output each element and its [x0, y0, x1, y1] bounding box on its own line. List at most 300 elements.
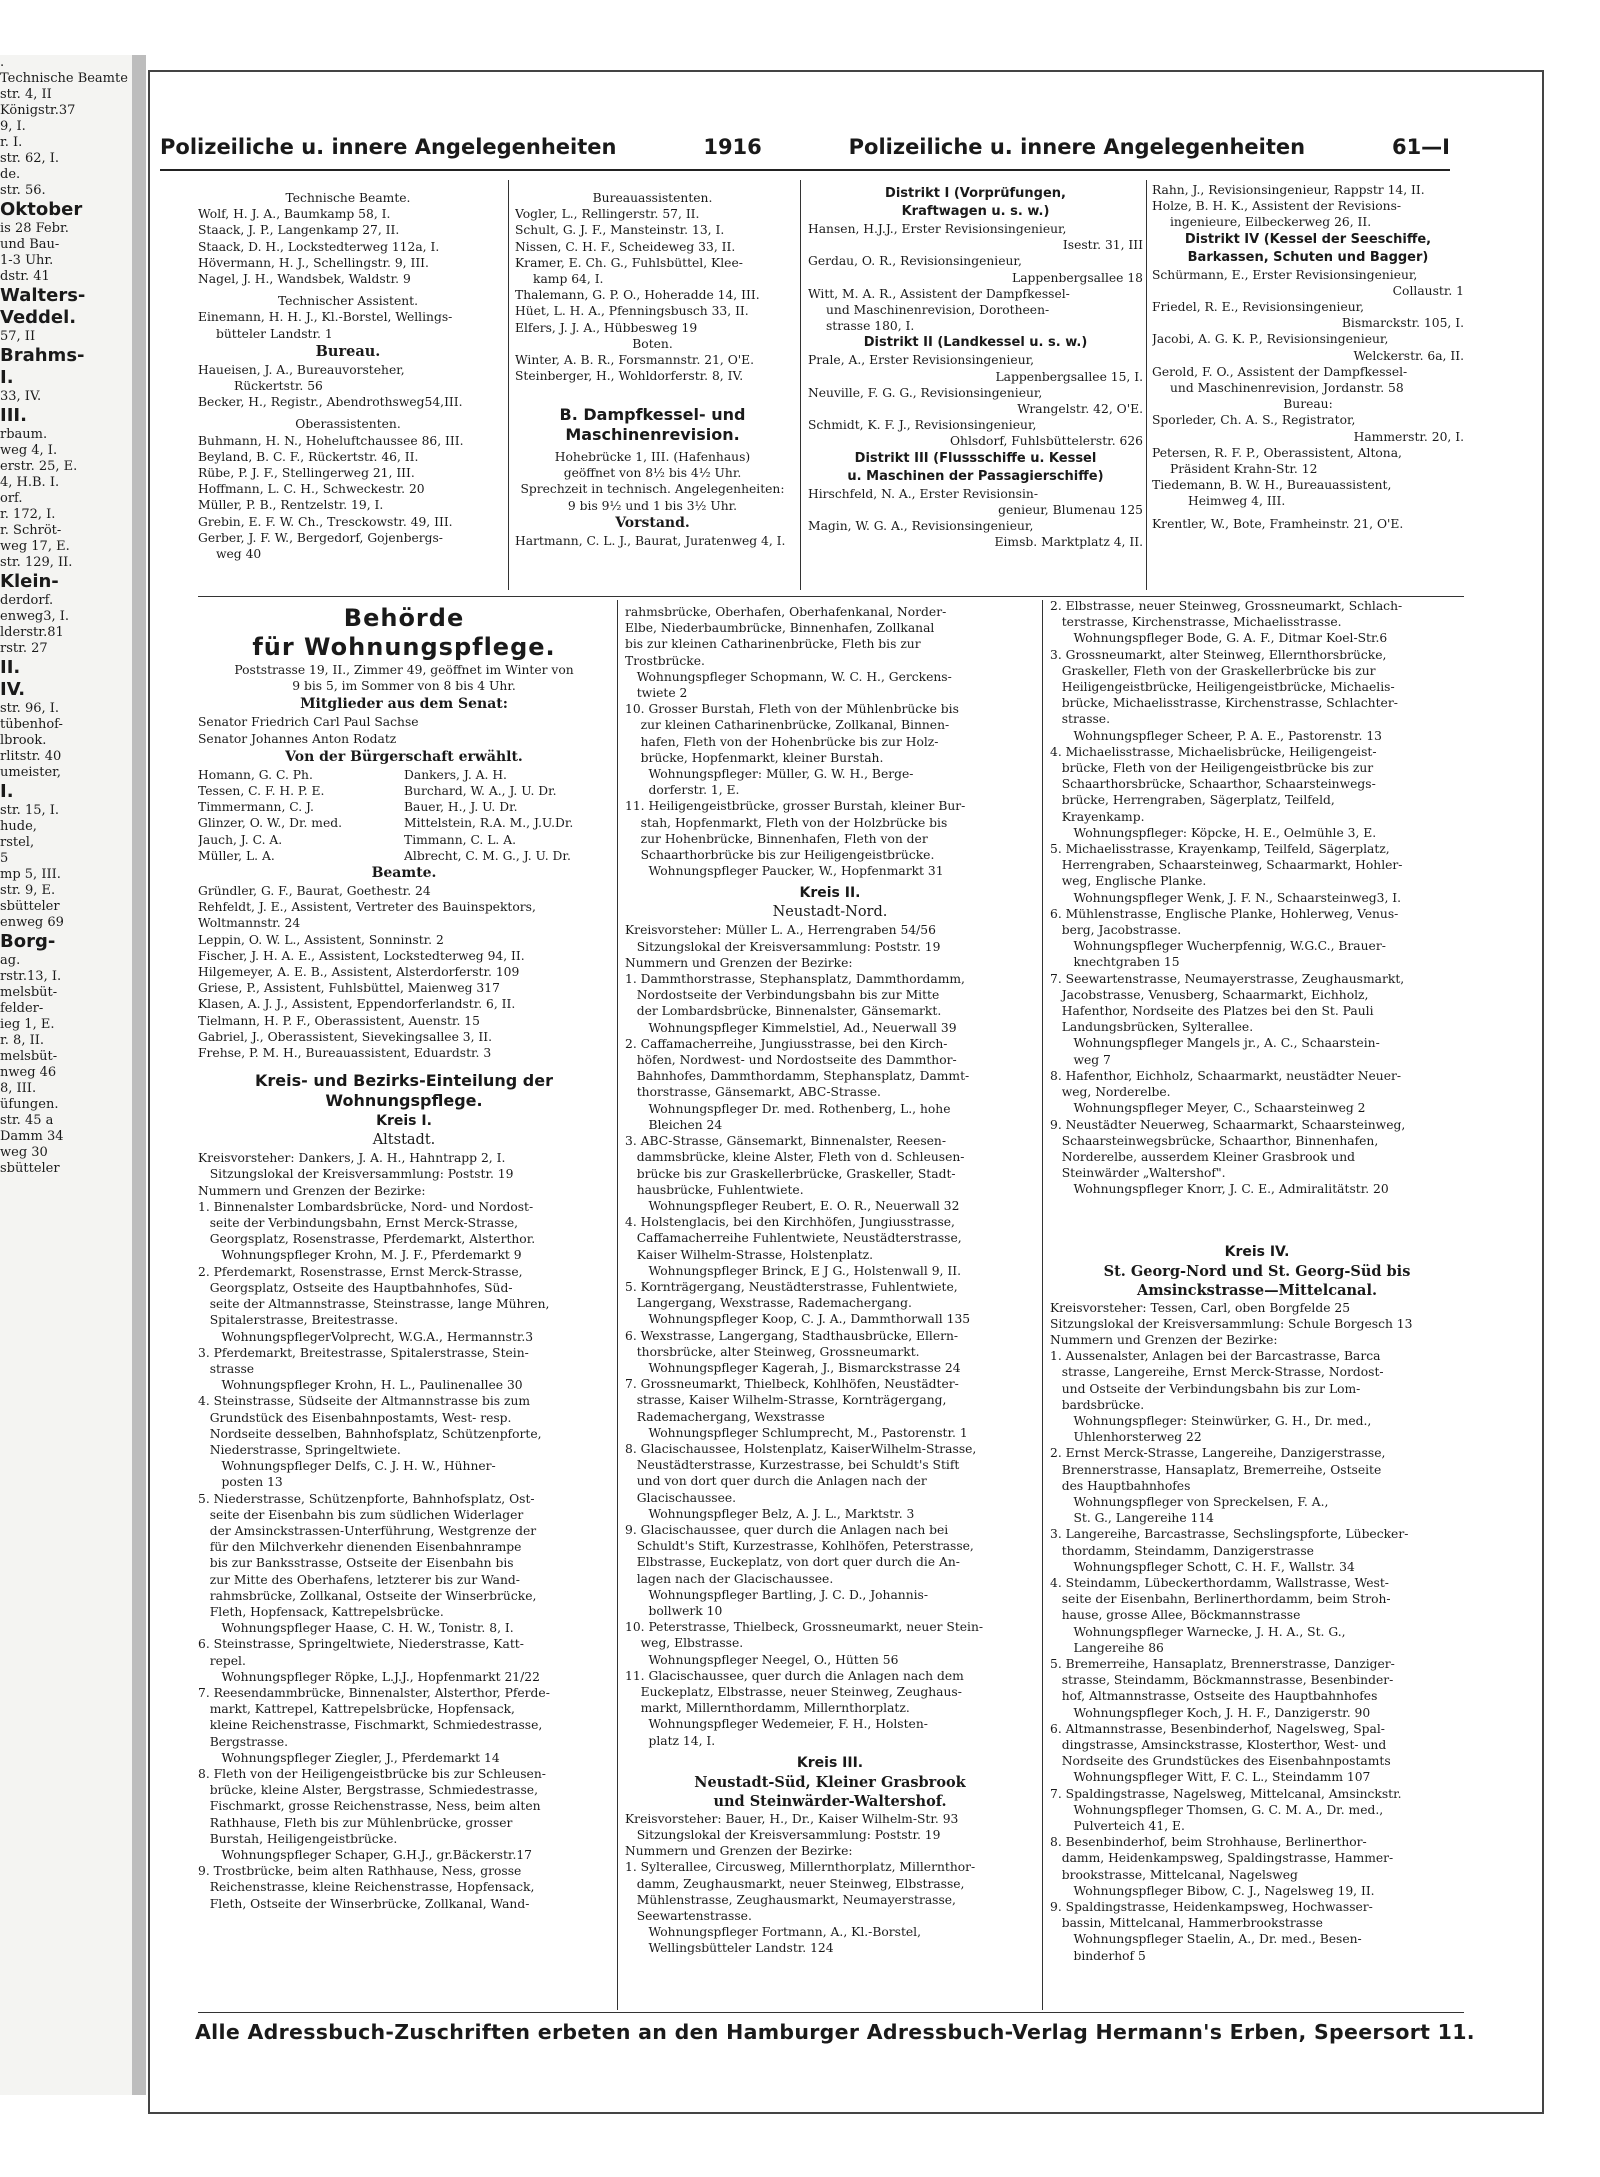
- district-line: 10. Grosser Burstah, Fleth von der Mühlenbrücke bis: [625, 702, 959, 717]
- header-page-number: 61—I: [1391, 135, 1450, 159]
- district-line: brücke bis zur Graskellerbrücke, Graskeller, Stadt-: [625, 1166, 956, 1181]
- directory-entry: Distrikt IV (Kessel der Seeschiffe,: [1184, 231, 1432, 247]
- left-fragment-line: ag.: [0, 953, 21, 968]
- district-line: platz 14, I.: [625, 1733, 716, 1748]
- dampfkessel-address: Hohebrücke 1, III. (Hafenhaus): [554, 450, 751, 464]
- left-fragment-line: 57, II: [0, 329, 36, 344]
- kreis-1-title: Kreis I.: [376, 1113, 432, 1130]
- directory-entry: Wolf, H. J. A., Baumkamp 58, I.: [198, 207, 391, 222]
- district-line: Wohnungspfleger Neegel, O., Hütten 56: [625, 1652, 899, 1667]
- district-line: weg 7: [1050, 1052, 1111, 1067]
- left-fragment-line: und Bau-: [0, 237, 60, 252]
- left-fragment-line: sbütteler: [0, 899, 60, 914]
- vorstand-entry: Hartmann, C. L. J., Baurat, Juratenweg 4, I.: [515, 533, 786, 548]
- directory-entry: Friedel, R. E., Revisionsingenieur,: [1152, 300, 1365, 315]
- district-line: Georgsplatz, Rosenstrasse, Pferdemarkt, Alsterthor.: [198, 1232, 536, 1247]
- district-line: brücke, Fleth von der Heiligengeistbrücke bis zur: [1050, 761, 1374, 776]
- directory-entry: Hammerstr. 20, I.: [1353, 429, 1464, 444]
- district-line: strasse, Kaiser Wilhelm-Strasse, Kornträgergang,: [625, 1393, 947, 1408]
- column-rule: [800, 180, 801, 590]
- district-line: Sitzungslokal der Kreisversammlung: Poststr. 19: [198, 1167, 514, 1182]
- directory-entry: Welckerstr. 6a, II.: [1353, 348, 1464, 363]
- bureau-assistants-column: [515, 190, 790, 390]
- buergerschaft-member: Tessen, C. F. H. P. E.: [198, 784, 325, 799]
- directory-entry: Petersen, R. F. P., Oberassistent, Altona,: [1152, 445, 1402, 460]
- district-line: seite der Eisenbahn, Berlinerthordamm, beim Stroh-: [1050, 1592, 1391, 1607]
- district-line: damm, Heidenkampsweg, Spaldingstrasse, Hammer-: [1050, 1851, 1394, 1866]
- left-fragment-line: enweg 69: [0, 915, 64, 930]
- left-fragment-line: dstr. 41: [0, 269, 50, 284]
- district-line: Wohnungspfleger Paucker, W., Hopfenmarkt 31: [625, 864, 944, 879]
- district-line: seite der Altmannstrasse, Steinstrasse, lange Mühren,: [198, 1297, 550, 1312]
- beamte-entry: Gabriel, J., Oberassistent, Sievekingsallee 3, II.: [198, 1029, 493, 1044]
- district-line: weg, Englische Planke.: [1050, 874, 1207, 889]
- directory-entry: Eimsb. Marktplatz 4, II.: [994, 535, 1143, 550]
- left-page-fragment: [0, 55, 135, 2095]
- district-line: Wohnungspfleger von Spreckelsen, F. A.,: [1050, 1494, 1329, 1509]
- directory-entry: Winter, A. B. R., Forsmannstr. 21, O'E.: [515, 353, 755, 368]
- district-line: strasse: [198, 1361, 255, 1376]
- directory-entry: Gerold, F. O., Assistent der Dampfkessel-: [1152, 364, 1408, 379]
- directory-entry: Hirschfeld, N. A., Erster Revisionsin-: [808, 486, 1038, 501]
- left-fragment-line: rstel,: [0, 835, 35, 850]
- left-fragment-line: de.: [0, 167, 21, 182]
- column-rule: [1042, 600, 1043, 2010]
- district-line: dorferstr. 1, E.: [625, 783, 740, 798]
- district-line: und Ostseite der Verbindungsbahn bis zur Lom-: [1050, 1381, 1361, 1396]
- left-fragment-line: orf.: [0, 491, 23, 506]
- district-line: Georgsplatz, Ostseite des Hauptbahnhofes, Süd-: [198, 1280, 513, 1295]
- district-line: Wohnungspfleger Dr. med. Rothenberg, L., hohe: [625, 1101, 951, 1116]
- directory-entry: Steinberger, H., Wohldorferstr. 8, IV.: [515, 369, 744, 384]
- district-line: Wohnungspfleger Krohn, M. J. F., Pferdemarkt 9: [198, 1248, 522, 1263]
- district-line: Fleth, Hopfensack, Kattrepelsbrücke.: [198, 1604, 444, 1619]
- district-line: 10. Peterstrasse, Thielbeck, Grossneumarkt, neuer Stein-: [625, 1620, 984, 1635]
- directory-entry: Ohlsdorf, Fuhlsbüttelerstr. 626: [949, 434, 1143, 449]
- district-line: 7. Grossneumarkt, Thielbeck, Kohlhöfen, Neustädter-: [625, 1377, 959, 1392]
- header-left-title: Polizeiliche u. innere Angelegenheiten: [160, 135, 617, 159]
- left-fragment-line: str. 9, E.: [0, 883, 56, 898]
- district-line: 4. Steindamm, Lübeckerthordamm, Wallstrasse, West-: [1050, 1575, 1389, 1590]
- left-fragment-line: II.: [0, 657, 21, 678]
- left-fragment-line: III.: [0, 405, 27, 426]
- district-line: Wohnungspfleger Krohn, H. L., Paulinenallee 30: [198, 1378, 523, 1393]
- kreis-4-subtitle-2: Amsinckstrasse—Mittelcanal.: [1136, 1281, 1378, 1299]
- district-line: Wohnungspfleger Schlumprecht, M., Pastorenstr. 1: [625, 1425, 968, 1440]
- district-line: stah, Hopfenmarkt, Fleth von der Holzbrücke bis: [625, 815, 948, 830]
- district-line: Burstah, Heiligengeistbrücke.: [198, 1831, 398, 1846]
- directory-entry: Wrangelstr. 42, O'E.: [1017, 402, 1143, 417]
- directory-entry: Bureau:: [1283, 397, 1333, 412]
- behoerde-hours: 9 bis 5, im Sommer von 8 bis 4 Uhr.: [292, 679, 516, 694]
- district-line: Kreisvorsteher: Tessen, Carl, oben Borgfelde 25: [1050, 1300, 1351, 1315]
- left-fragment-line: umeister,: [0, 765, 62, 780]
- left-fragment-line: ieg 1, E.: [0, 1017, 55, 1032]
- district-line: 8. Fleth von der Heiligengeistbrücke bis zur Schleusen-: [198, 1766, 546, 1781]
- left-fragment-line: weg 17, E.: [0, 539, 70, 554]
- beamte-list: [198, 883, 610, 1061]
- directory-entry: Müller, P. B., Rentzelstr. 19, I.: [198, 498, 384, 513]
- district-line: Landungsbrücken, Sylterallee.: [1050, 1020, 1254, 1035]
- district-line: Wohnungspfleger Koch, J. H. F., Danzigerstr. 90: [1050, 1705, 1371, 1720]
- district-line: und von dort quer durch die Anlagen nach der: [625, 1474, 927, 1489]
- directory-entry: Jacobi, A. G. K. P., Revisionsingenieur,: [1152, 332, 1389, 347]
- directory-entry: Vogler, L., Rellingerstr. 57, II.: [515, 207, 700, 222]
- directory-entry: Distrikt II (Landkessel u. s. w.): [863, 335, 1088, 351]
- district-line: Wohnungspfleger Scheer, P. A. E., Pastorenstr. 13: [1050, 728, 1382, 743]
- buergerschaft-member: Glinzer, O. W., Dr. med.: [198, 816, 343, 831]
- beamte-entry: Hilgemeyer, A. E. B., Assistent, Alsterdorferstr. 109: [198, 965, 520, 980]
- district-line: 7. Reesendammbrücke, Binnenalster, Alsterthor, Pferde-: [198, 1685, 550, 1700]
- district-line: bis zur kleinen Catharinenbrücke, Fleth bis zur: [625, 637, 921, 652]
- kreis-1-subtitle: Altstadt.: [372, 1132, 436, 1149]
- kreis-3-subtitle: Neustadt-Süd, Kleiner Grasbrook: [694, 1773, 966, 1791]
- district-line: rahmsbrücke, Zollkanal, Ostseite der Winserbrücke,: [198, 1588, 537, 1603]
- left-fragment-line: derdorf.: [0, 593, 54, 608]
- directory-entry: Hansen, H.J.J., Erster Revisionsingenieur,: [808, 222, 1067, 236]
- directory-entry: Thalemann, G. P. O., Hoheradde 14, III.: [515, 288, 760, 303]
- left-fragment-line: r. I.: [0, 135, 23, 150]
- directory-entry: kamp 64, I.: [533, 272, 604, 287]
- district-line: Brennerstrasse, Hansaplatz, Bremerreihe, Ostseite: [1050, 1462, 1382, 1477]
- district-line: hafen, Fleth von der Hohenbrücke bis zur Holz-: [625, 734, 939, 749]
- district-line: Nordseite des Grundstückes des Eisenbahnpostamts: [1050, 1754, 1391, 1769]
- left-fragment-line: 1-3 Uhr.: [0, 253, 54, 268]
- district-line: der Amsinckstrassen-Unterführung, Westgrenze der: [198, 1523, 537, 1538]
- directory-entry: Rübe, P. J. F., Stellingerweg 21, III.: [198, 466, 415, 481]
- district-line: bollwerk 10: [625, 1603, 723, 1618]
- directory-entry: Lappenbergsallee 15, I.: [995, 369, 1143, 384]
- left-fragment-line: rlitstr. 40: [0, 749, 62, 764]
- directory-entry: und Maschinenrevision, Dorotheen-: [826, 303, 1050, 318]
- district-line: binderhof 5: [1050, 1948, 1146, 1963]
- directory-entry: und Maschinenrevision, Jordanstr. 58: [1170, 381, 1404, 396]
- beamte-entry: Leppin, O. W. L., Assistent, Sonninstr. 2: [198, 932, 444, 947]
- district-line: Niederstrasse, Springeltwiete.: [198, 1442, 401, 1457]
- district-line: Glacischaussee.: [625, 1490, 737, 1505]
- district-line: brookstrasse, Mittelcanal, Nagelsweg: [1050, 1867, 1298, 1882]
- district-line: Elbstrasse, Euckeplatz, von dort quer durch die An-: [625, 1555, 960, 1570]
- district-line: seite der Eisenbahn bis zum südlichen Widerlager: [198, 1507, 524, 1522]
- behoerde-title: Behörde: [343, 604, 465, 632]
- directory-entry: Heimweg 4, III.: [1188, 494, 1286, 509]
- header-year: 1916: [703, 135, 762, 159]
- left-fragment-line: rstr. 27: [0, 641, 48, 656]
- district-line: 4. Steinstrasse, Südseite der Altmannstrasse bis zum: [198, 1394, 531, 1409]
- district-line: 1. Binnenalster Lombardsbrücke, Nord- und Nordost-: [198, 1199, 534, 1214]
- district-line: brücke, kleine Alster, Bergstrasse, Schmiedestrasse,: [198, 1783, 538, 1798]
- left-fragment-line: hude,: [0, 819, 37, 834]
- left-fragment-line: nweg 46: [0, 1065, 57, 1080]
- district-line: Wohnungspfleger Fortmann, A., Kl.-Borstel,: [625, 1925, 922, 1940]
- kreis-einteilung-title-2: Wohnungspflege.: [325, 1091, 483, 1111]
- directory-entry: Staack, D. H., Lockstedterweg 112a, I.: [198, 239, 440, 254]
- district-line: Schuldt's Stift, Kurzestrasse, Kohlhöfen, Peterstrasse,: [625, 1539, 974, 1554]
- district-line: hause, grosse Allee, Böckmannstrasse: [1050, 1608, 1301, 1623]
- district-line: 9. Spaldingstrasse, Heidenkampsweg, Hochwasser-: [1050, 1900, 1373, 1915]
- district-line: brücke, Michaelisstrasse, Kirchenstrasse, Schlachter-: [1050, 696, 1398, 711]
- left-fragment-line: sbütteler: [0, 1161, 60, 1176]
- left-fragment-line: üfungen.: [0, 1097, 59, 1112]
- district-line: Wohnungspfleger Kagerah, J., Bismarckstrasse 24: [625, 1360, 961, 1375]
- district-line: Bergstrasse.: [198, 1734, 289, 1749]
- district-line: 2. Pferdemarkt, Rosenstrasse, Ernst Merck-Strasse,: [198, 1264, 523, 1279]
- district-line: Wohnungspfleger Schott, C. H. F., Wallstr. 34: [1050, 1559, 1355, 1574]
- district-line: Grundstück des Eisenbahnpostamts, West- resp.: [198, 1410, 512, 1425]
- dampfkessel-title-2: Maschinenrevision.: [565, 425, 740, 444]
- district-line: Spitalerstrasse, Breitestrasse.: [198, 1313, 399, 1328]
- directory-entry: Gerdau, O. R., Revisionsingenieur,: [808, 254, 1022, 269]
- left-fragment-line: Damm 34: [0, 1129, 64, 1144]
- left-fragment-line: str. 4, II: [0, 87, 52, 102]
- district-line: Norderelbe, ausserdem Kleiner Grasbrook und: [1050, 1149, 1356, 1164]
- district-line: Rathhause, Fleth bis zur Mühlenbrücke, grosser: [198, 1815, 513, 1830]
- district-line: St. G., Langereihe 114: [1050, 1511, 1214, 1526]
- district-line: 8. Glacischaussee, Holstenplatz, KaiserWilhelm-Strasse,: [625, 1441, 977, 1456]
- district-line: 4. Michaelisstrasse, Michaelisbrücke, Heiligengeist-: [1050, 744, 1377, 759]
- directory-entry: Gerber, J. F. W., Bergedorf, Gojenbergs-: [198, 530, 443, 545]
- directory-entry: Tiedemann, B. W. H., Bureauassistent,: [1152, 478, 1392, 493]
- district-line: Krayenkamp.: [1050, 809, 1145, 824]
- district-line: Steinwärder „Waltershof".: [1050, 1166, 1226, 1181]
- directory-entry: Präsident Krahn-Str. 12: [1170, 462, 1318, 477]
- distrikt-iv-column: [1152, 182, 1464, 590]
- district-line: thordamm, Steindamm, Danzigerstrasse: [1050, 1543, 1314, 1558]
- district-line: Rademachergang, Wexstrasse: [625, 1409, 825, 1424]
- district-line: brücke, Hopfenmarkt, kleiner Burstah.: [625, 750, 884, 765]
- district-line: seite der Verbindungsbahn, Ernst Merck-Strasse,: [198, 1216, 519, 1231]
- left-fragment-line: I.: [0, 367, 14, 388]
- directory-entry: Technischer Assistent.: [277, 294, 419, 309]
- district-line: Wohnungspfleger Belz, A. J. L., Marktstr. 3: [625, 1506, 915, 1521]
- district-line: Wohnungspfleger Haase, C. H. W., Tonistr. 8, I.: [198, 1621, 514, 1636]
- district-line: knechtgraben 15: [1050, 955, 1180, 970]
- district-line: Bleichen 24: [625, 1117, 723, 1132]
- district-line: Nordseite desselben, Bahnhofsplatz, Schützenpforte,: [198, 1426, 542, 1441]
- district-line: Elbe, Niederbaumbrücke, Binnenhafen, Zollkanal: [625, 621, 935, 636]
- directory-entry: Hoffmann, L. C. H., Schweckestr. 20: [198, 482, 425, 497]
- district-line: markt, Millernthordamm, Millernthorplatz.: [625, 1701, 910, 1716]
- kreis-4-districts: [1050, 1300, 1464, 1964]
- district-line: posten 13: [198, 1475, 283, 1490]
- district-line: bis zur Banksstrasse, Ostseite der Eisenbahn bis: [198, 1556, 514, 1571]
- buergerschaft-member: Dankers, J. A. H.: [404, 767, 507, 782]
- district-line: zur kleinen Catharinenbrücke, Zollkanal, Binnen-: [625, 718, 950, 733]
- district-line: 6. Mühlenstrasse, Englische Planke, Hohlerweg, Venus-: [1050, 906, 1399, 921]
- district-line: bassin, Mittelcanal, Hammerbrookstrasse: [1050, 1916, 1323, 1931]
- district-line: Wohnungspfleger Mangels jr., A. C., Schaarstein-: [1050, 1036, 1380, 1051]
- district-line: Wohnungspfleger Schopmann, W. C. H., Gerckens-: [625, 669, 952, 684]
- directory-entry: Holze, B. H. K., Assistent der Revisions-: [1152, 199, 1402, 214]
- directory-entry: Hövermann, H. J., Schellingstr. 9, III.: [198, 255, 429, 270]
- district-line: Sitzungslokal der Kreisversammlung: Poststr. 19: [625, 1828, 941, 1843]
- buergerschaft-members: [198, 767, 610, 864]
- district-line: twiete 2: [625, 686, 688, 701]
- district-line: Wohnungspfleger Meyer, C., Schaarsteinweg 2: [1050, 1101, 1366, 1116]
- district-line: bardsbrücke.: [1050, 1397, 1145, 1412]
- directory-entry: Einemann, H. H. J., Kl.-Borstel, Wellings-: [198, 310, 453, 325]
- left-fragment-line: r. 172, I.: [0, 507, 56, 522]
- district-line: Wohnungspfleger: Köpcke, H. E., Oelmühle 3, E.: [1050, 825, 1377, 840]
- left-fragment-line: weg 30: [0, 1145, 48, 1160]
- district-line: höfen, Nordwest- und Nordostseite des Dammthor-: [625, 1053, 957, 1068]
- district-line: 3. Grossneumarkt, alter Steinweg, Ellernthorsbrücke,: [1050, 647, 1387, 662]
- district-line: WohnungspflegerVolprecht, W.G.A., Hermannstr.3: [198, 1329, 534, 1344]
- directory-entry: Sporleder, Ch. A. S., Registrator,: [1152, 413, 1356, 428]
- district-line: 2. Elbstrasse, neuer Steinweg, Grossneumarkt, Schlach-: [1050, 599, 1403, 613]
- district-line: Nummern und Grenzen der Bezirke:: [1050, 1332, 1278, 1347]
- buergerschaft-member: Burchard, W. A., J. U. Dr.: [404, 784, 557, 799]
- header-right-title: Polizeiliche u. innere Angelegenheiten: [848, 135, 1306, 159]
- district-line: Sitzungslokal der Kreisversammlung: Poststr. 19: [625, 939, 941, 954]
- beamte-entry: Tielmann, H. P. F., Oberassistent, Auenstr. 15: [198, 1013, 480, 1028]
- district-line: Wohnungspfleger Koop, C. J. A., Dammthorwall 135: [625, 1312, 971, 1327]
- left-fragment-line: melsbüt-: [0, 1049, 58, 1064]
- directory-entry: Becker, H., Registr., Abendrothsweg54,III.: [198, 395, 463, 410]
- buergerschaft-member: Homann, G. C. Ph.: [198, 767, 313, 782]
- kreis-3-subtitle-2: und Steinwärder-Waltershof.: [713, 1792, 947, 1810]
- district-line: Wohnungspfleger Bibow, C. J., Nagelsweg 19, II.: [1050, 1883, 1375, 1898]
- left-fragment-line: weg 4, I.: [0, 443, 58, 458]
- left-fragment-line: r. Schröt-: [0, 523, 62, 538]
- district-line: dingstrasse, Amsinckstrasse, Klosterthor, West- und: [1050, 1738, 1387, 1752]
- directory-entry: Buhmann, H. N., Hoheluftchaussee 86, III.: [198, 433, 464, 448]
- district-line: Wohnungspfleger Wenk, J. F. N., Schaarsteinweg3, I.: [1050, 890, 1402, 905]
- district-line: Nummern und Grenzen der Bezirke:: [198, 1183, 426, 1198]
- buergerschaft-member: Timmermann, C. J.: [198, 800, 314, 815]
- district-line: Seewartenstrasse.: [625, 1909, 752, 1924]
- left-fragment-line: tübenhof-: [0, 717, 63, 732]
- district-line: Jacobstrasse, Venusberg, Schaarmarkt, Eichholz,: [1050, 987, 1369, 1002]
- district-line: Langereihe 86: [1050, 1640, 1164, 1655]
- left-fragment-line: mp 5, III.: [0, 867, 61, 882]
- distrikt-column: [808, 185, 1143, 590]
- left-fragment-line: 8, III.: [0, 1081, 37, 1096]
- column-rule: [1146, 180, 1147, 590]
- district-line: Kreisvorsteher: Bauer, H., Dr., Kaiser Wilhelm-Str. 93: [625, 1811, 959, 1826]
- column-rule: [508, 180, 509, 590]
- left-fragment-line: Veddel.: [0, 307, 77, 328]
- page-gutter: [132, 55, 146, 2095]
- left-fragment-line: Borg-: [0, 931, 56, 952]
- left-fragment-line: Brahms-: [0, 345, 85, 366]
- district-line: Wohnungspfleger Röpke, L.J.J., Hopfenmarkt 21/22: [198, 1669, 540, 1684]
- directory-entry: Oberassistenten.: [295, 417, 401, 432]
- district-line: des Hauptbahnhofes: [1050, 1478, 1191, 1493]
- district-line: Wohnungspfleger Witt, F. C. L., Steindamm 107: [1050, 1770, 1371, 1785]
- directory-entry: bütteler Landstr. 1: [216, 326, 333, 341]
- directory-entry: Bismarckstr. 105, I.: [1341, 316, 1464, 331]
- left-fragment-line: felder-: [0, 1001, 44, 1016]
- directory-entry: Bureauassistenten.: [592, 191, 713, 205]
- district-line: 5. Bremerreihe, Hansaplatz, Brennerstrasse, Danziger-: [1050, 1656, 1395, 1671]
- district-line: Nummern und Grenzen der Bezirke:: [625, 1844, 853, 1859]
- left-fragment-line: is 28 Febr.: [0, 221, 69, 236]
- directory-entry: Kraftwagen u. s. w.): [901, 204, 1050, 219]
- district-line: Sitzungslokal der Kreisversammlung: Schule Borgesch 13: [1050, 1316, 1413, 1331]
- left-fragment-line: str. 96, I.: [0, 701, 60, 716]
- district-line: 9. Trostbrücke, beim alten Rathhause, Ness, grosse: [198, 1864, 522, 1879]
- left-fragment-line: erstr. 25, E.: [0, 459, 78, 474]
- directory-entry: Beyland, B. C. F., Rückertstr. 46, II.: [198, 449, 419, 464]
- district-line: Wohnungspfleger Thomsen, G. C. M. A., Dr. med.,: [1050, 1802, 1384, 1817]
- district-line: 7. Seewartenstrasse, Neumayerstrasse, Zeughausmarkt,: [1050, 971, 1405, 986]
- directory-entry: Bureau.: [315, 342, 381, 360]
- district-line: Bahnhofes, Dammthordamm, Stephansplatz, Dammt-: [625, 1069, 970, 1084]
- district-line: Reichenstrasse, kleine Reichenstrasse, Hopfensack,: [198, 1880, 535, 1895]
- buergerschaft-right: [404, 767, 610, 864]
- district-line: 1. Dammthorstrasse, Stephansplatz, Dammthordamm,: [625, 972, 965, 987]
- directory-entry: Kramer, E. Ch. G., Fuhlsbüttel, Klee-: [515, 255, 743, 270]
- district-line: strasse, Steindamm, Böckmannstrasse, Besenbinder-: [1050, 1673, 1394, 1688]
- district-line: berg, Jacobstrasse.: [1050, 923, 1182, 938]
- district-line: 4. Holstenglacis, bei den Kirchhöfen, Jungiusstrasse,: [625, 1215, 955, 1230]
- left-fragment-line: 33, IV.: [0, 389, 42, 404]
- senat-member: Senator Johannes Anton Rodatz: [198, 731, 397, 746]
- district-line: Fischmarkt, grosse Reichenstrasse, Ness, beim alten: [198, 1799, 541, 1814]
- district-line: 3. Langereihe, Barcastrasse, Sechslingspforte, Lübecker-: [1050, 1527, 1409, 1542]
- district-line: 8. Hafenthor, Eichholz, Schaarmarkt, neustädter Neuer-: [1050, 1068, 1402, 1083]
- district-line: dammsbrücke, kleine Alster, Fleth von d. Schleusen-: [625, 1150, 965, 1165]
- directory-entry: Technische Beamte.: [285, 191, 411, 205]
- directory-entry: Grebin, E. F. W. Ch., Tresckowstr. 49, III.: [198, 514, 453, 529]
- kreis-4-column: [1050, 598, 1464, 2008]
- directory-entry: Distrikt I (Vorprüfungen,: [885, 186, 1066, 201]
- district-line: Fleth, Ostseite der Winserbrücke, Zollkanal, Wand-: [198, 1896, 530, 1911]
- district-line: weg, Elbstrasse.: [625, 1636, 744, 1651]
- buergerschaft-member: Müller, L. A.: [198, 848, 275, 863]
- district-line: Mühlenstrasse, Zeughausmarkt, Neumayerstrasse,: [625, 1892, 956, 1907]
- district-line: kleine Reichenstrasse, Fischmarkt, Schmiedestrasse,: [198, 1718, 543, 1733]
- district-line: thorsbrücke, alter Steinweg, Grossneumarkt.: [625, 1344, 920, 1359]
- behoerde-column: [198, 604, 610, 2009]
- buergerschaft-heading: Von der Bürgerschaft erwählt.: [285, 748, 523, 765]
- dampfkessel-consult: Sprechzeit in technisch. Angelegenheiten:: [520, 482, 785, 497]
- directory-entry: Rückertstr. 56: [234, 379, 323, 394]
- left-fragment-line: lbrook.: [0, 733, 47, 748]
- district-line: Uhlenhorsterweg 22: [1050, 1430, 1202, 1445]
- district-line: zur Mitte des Oberhafens, letzterer bis zur Wand-: [198, 1572, 520, 1587]
- district-line: 1. Aussenalster, Anlagen bei der Barcastrasse, Barca: [1050, 1349, 1381, 1364]
- directory-entry: u. Maschinen der Passagierschiffe): [847, 468, 1104, 484]
- left-fragment-line: r. 8, II.: [0, 1033, 44, 1048]
- district-line: 9. Neustädter Neuerweg, Schaarmarkt, Schaarsteinweg,: [1050, 1117, 1406, 1132]
- district-line: strasse.: [1050, 712, 1110, 727]
- kreis-2-districts: [625, 922, 1035, 1748]
- left-fragment-line: Oktober: [0, 199, 83, 220]
- district-line: Langergang, Wexstrasse, Rademachergang.: [625, 1296, 912, 1311]
- district-line: 5. Kornträgergang, Neustädterstrasse, Fuhlentwiete,: [625, 1279, 958, 1294]
- district-line: für den Milchverkehr dienenden Eisenbahnrampe: [198, 1540, 522, 1555]
- directory-entry: Witt, M. A. R., Assistent der Dampfkessel-: [808, 286, 1070, 301]
- buergerschaft-member: Mittelstein, R.A. M., J.U.Dr.: [404, 816, 574, 831]
- district-line: Wohnungspfleger Staelin, A., Dr. med., Besen-: [1050, 1932, 1362, 1947]
- dampfkessel-hours: geöffnet von 8½ bis 4½ Uhr.: [563, 466, 742, 481]
- left-fragment-line: Königstr.37: [0, 103, 76, 118]
- district-line: Kaiser Wilhelm-Strasse, Holstenplatz.: [625, 1247, 874, 1262]
- beamte-entry: Gründler, G. F., Baurat, Goethestr. 24: [198, 884, 431, 899]
- directory-entry: ingenieure, Eilbeckerweg 26, II.: [1170, 215, 1372, 230]
- senat-heading: Mitglieder aus dem Senat:: [300, 696, 508, 713]
- district-line: 8. Besenbinderhof, beim Strohhause, Berlinerthor-: [1050, 1835, 1367, 1850]
- left-fragment-line: str. 62, I.: [0, 151, 60, 166]
- district-line: damm, Zeughausmarkt, neuer Steinweg, Elbstrasse,: [625, 1876, 965, 1891]
- district-line: 11. Heiligengeistbrücke, grosser Burstah, kleiner Bur-: [625, 799, 966, 814]
- technical-staff-column: [198, 190, 498, 600]
- beamte-entry: Fischer, J. H. A. E., Assistent, Lockstedterweg 94, II.: [198, 948, 525, 963]
- district-line: zur Hohenbrücke, Binnenhafen, Fleth von der: [625, 831, 928, 846]
- district-line: Wohnungspfleger Warnecke, J. H. A., St. G.,: [1050, 1624, 1346, 1639]
